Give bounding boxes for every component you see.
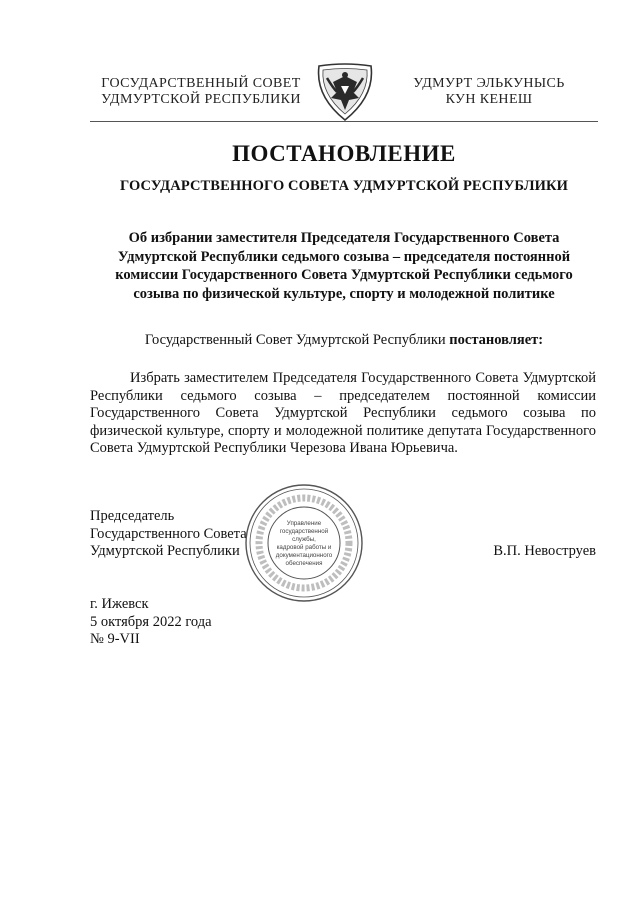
seal-line5: документационного	[275, 552, 333, 559]
place-date: 5 октября 2022 года	[90, 613, 212, 630]
decree-verb: постановляет:	[449, 332, 544, 348]
header-left-line2: УДМУРТСКОЙ РЕСПУБЛИКИ	[101, 92, 301, 107]
signer-line2: Государственного Совета	[90, 525, 247, 542]
official-seal-icon	[243, 482, 365, 604]
place-date-block	[90, 596, 212, 649]
seal-line4: кадровой работы и	[276, 544, 332, 551]
signer-line1: Председатель	[90, 508, 175, 524]
document-number: № 9-VII	[90, 631, 140, 647]
seal-line2: государственной	[279, 528, 329, 535]
header-left	[92, 76, 310, 108]
signer-name: В.П. Невоструев	[493, 543, 596, 559]
header-right-line2: КУН КЕНЕШ	[445, 92, 533, 107]
document-about: Об избрании заместителя Председателя Государственного Совета Удмуртской Республики седьмого созыва – председателя постоянной комиссии Государственного Совета Удмуртской Республики седьмого созыва по физической культуре, спорту и молодежной политике	[115, 230, 573, 302]
seal-line3: службы,	[292, 536, 316, 543]
document-title: ПОСТАНОВЛЕНИЕ	[232, 141, 456, 166]
signer-line3: Удмуртской Республики	[90, 543, 240, 559]
seal-line1: Управление	[286, 520, 322, 527]
header-right	[404, 76, 574, 108]
coat-of-arms-icon	[313, 62, 377, 122]
signer-block	[90, 508, 247, 561]
place-city: г. Ижевск	[90, 596, 149, 612]
document-subtitle: ГОСУДАРСТВЕННОГО СОВЕТА УДМУРТСКОЙ РЕСПУБЛИКИ	[120, 178, 568, 194]
decree-prefix: Государственный Совет Удмуртской Республики	[144, 332, 446, 348]
header-divider	[90, 121, 598, 122]
seal-line6: обеспечения	[285, 560, 323, 567]
document-body: Избрать заместителем Председателя Государственного Совета Удмуртской Республики седьмого созыва – председателем постоянной комиссии Государственного Совета Удмуртской Республики седьмого созыва по физической культуре, спорту и молодежной политике депутата Государственного Совета Удмуртской Республики Черезова Ивана Юрьевича.	[90, 370, 596, 456]
decree-line	[90, 332, 598, 349]
header-left-line1: ГОСУДАРСТВЕННЫЙ СОВЕТ	[101, 76, 301, 91]
header-right-line1: УДМУРТ ЭЛЬКУНЫСЬ	[413, 76, 565, 91]
